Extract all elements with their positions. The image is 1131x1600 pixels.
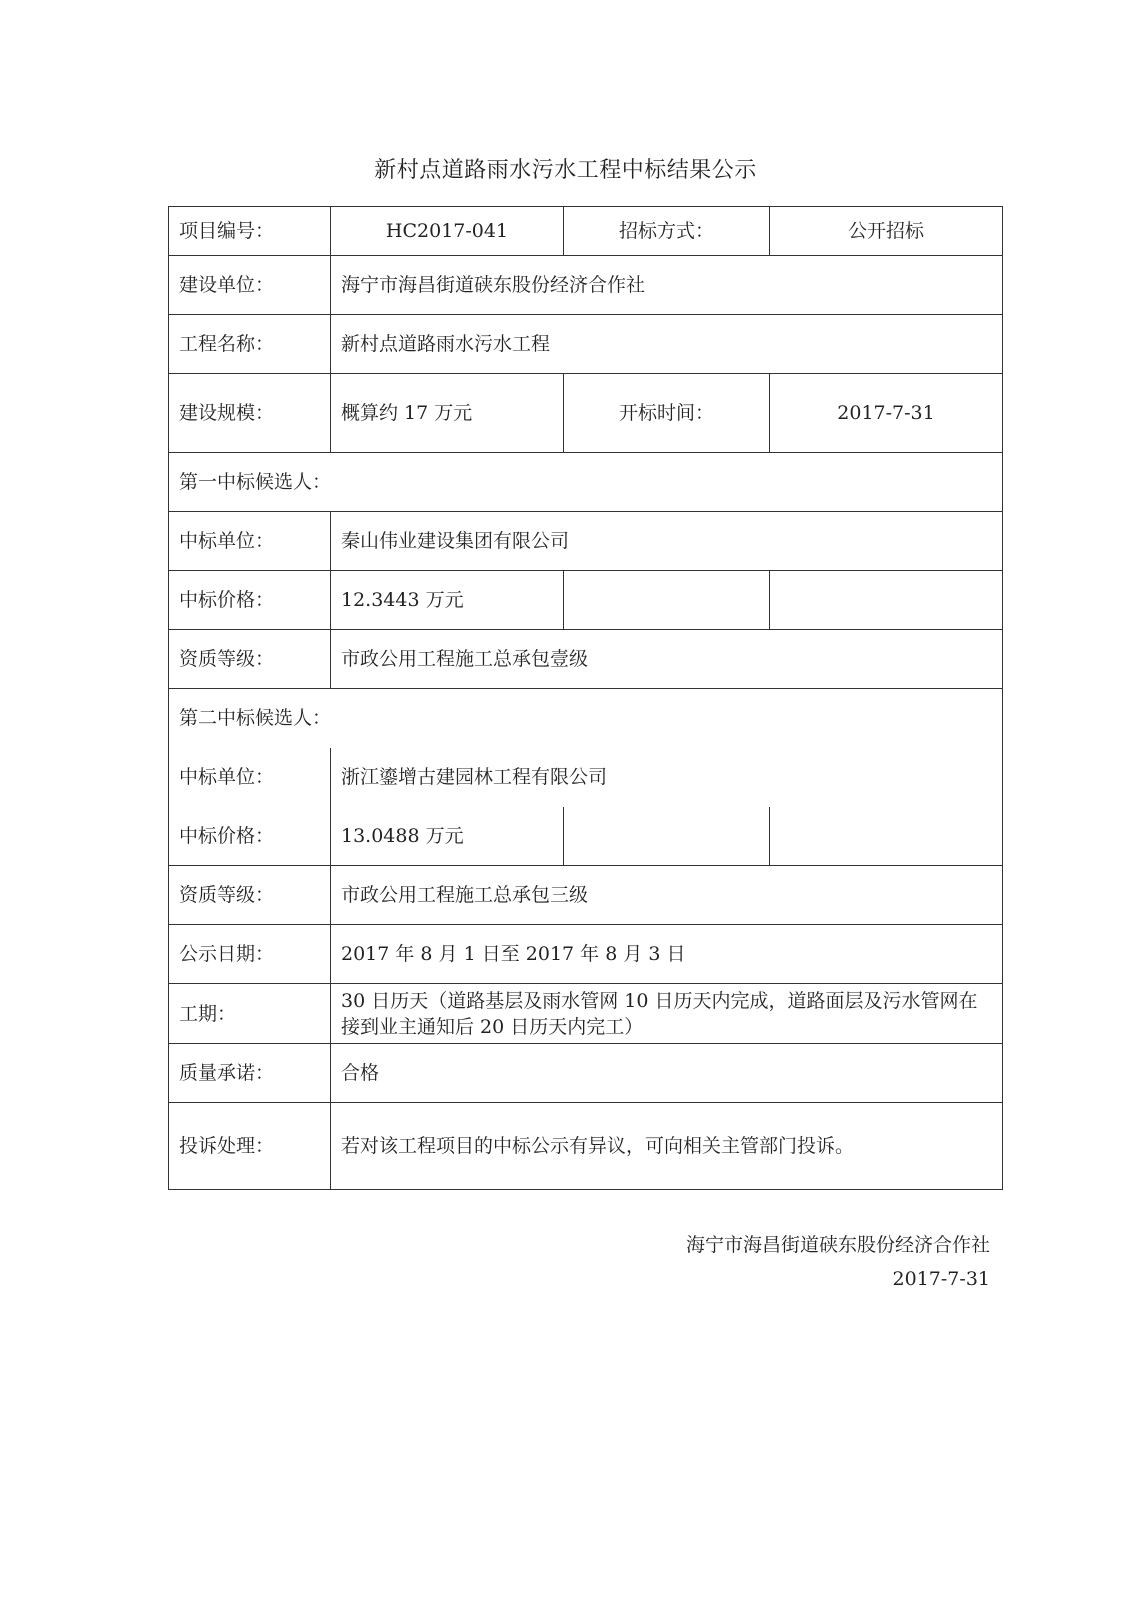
empty-cell <box>770 807 1003 866</box>
second-qual-value: 市政公用工程施工总承包三级 <box>331 866 1003 925</box>
page-title: 新村点道路雨水污水工程中标结果公示 <box>374 158 757 183</box>
first-unit-label: 中标单位： <box>169 512 331 571</box>
row-builder <box>169 256 1003 315</box>
project-no-label: 项目编号： <box>169 207 331 256</box>
bid-method-value: 公开招标 <box>770 207 1003 256</box>
row-second-price <box>169 807 1003 866</box>
open-time-value: 2017-7-31 <box>770 374 1003 453</box>
signature-org: 海宁市海昌街道硖东股份经济合作社 <box>685 1234 990 1256</box>
first-unit-value: 秦山伟业建设集团有限公司 <box>331 512 1003 571</box>
builder-label: 建设单位： <box>169 256 331 315</box>
period-value: 30 日历天（道路基层及雨水管网 10 日历天内完成，道路面层及污水管网在接到业主通知后 20 日历天内完工） <box>331 984 1003 1044</box>
row-first-unit <box>169 512 1003 571</box>
first-price-value: 12.3443 万元 <box>331 571 564 630</box>
complaint-value: 若对该工程项目的中标公示有异议，可向相关主管部门投诉。 <box>331 1103 1003 1190</box>
notice-date-value: 2017 年 8 月 1 日至 2017 年 8 月 3 日 <box>331 925 1003 984</box>
row-scale <box>169 374 1003 453</box>
second-candidate-label: 第二中标候选人： <box>169 689 1003 748</box>
quality-value: 合格 <box>331 1044 1003 1103</box>
row-project-name <box>169 315 1003 374</box>
row-complaint <box>169 1103 1003 1190</box>
bid-result-table <box>168 206 1003 1190</box>
project-name-value: 新村点道路雨水污水工程 <box>331 315 1003 374</box>
second-price-label: 中标价格： <box>169 807 331 866</box>
row-quality <box>169 1044 1003 1103</box>
notice-date-label: 公示日期： <box>169 925 331 984</box>
row-project-no <box>169 207 1003 256</box>
first-price-label: 中标价格： <box>169 571 331 630</box>
scale-value: 概算约 17 万元 <box>331 374 564 453</box>
bid-method-label: 招标方式： <box>564 207 770 256</box>
empty-cell <box>564 807 770 866</box>
second-qual-label: 资质等级： <box>169 866 331 925</box>
row-first-price <box>169 571 1003 630</box>
second-unit-label: 中标单位： <box>169 748 331 807</box>
project-name-label: 工程名称： <box>169 315 331 374</box>
row-first-candidate <box>169 453 1003 512</box>
complaint-label: 投诉处理： <box>169 1103 331 1190</box>
row-notice-date <box>169 925 1003 984</box>
signature-date: 2017-7-31 <box>892 1268 990 1290</box>
project-no-value: HC2017-041 <box>331 207 564 256</box>
row-period <box>169 984 1003 1044</box>
first-qual-value: 市政公用工程施工总承包壹级 <box>331 630 1003 689</box>
open-time-label: 开标时间： <box>564 374 770 453</box>
period-label: 工期： <box>169 984 331 1044</box>
row-second-qual <box>169 866 1003 925</box>
scale-label: 建设规模： <box>169 374 331 453</box>
row-first-qual <box>169 630 1003 689</box>
second-unit-value: 浙江鎏增古建园林工程有限公司 <box>331 748 1003 807</box>
builder-value: 海宁市海昌街道硖东股份经济合作社 <box>331 256 1003 315</box>
first-qual-label: 资质等级： <box>169 630 331 689</box>
first-candidate-label: 第一中标候选人： <box>169 453 1003 512</box>
empty-cell <box>770 571 1003 630</box>
row-second-unit <box>169 748 1003 807</box>
row-second-candidate <box>169 689 1003 748</box>
quality-label: 质量承诺： <box>169 1044 331 1103</box>
empty-cell <box>564 571 770 630</box>
second-price-value: 13.0488 万元 <box>331 807 564 866</box>
